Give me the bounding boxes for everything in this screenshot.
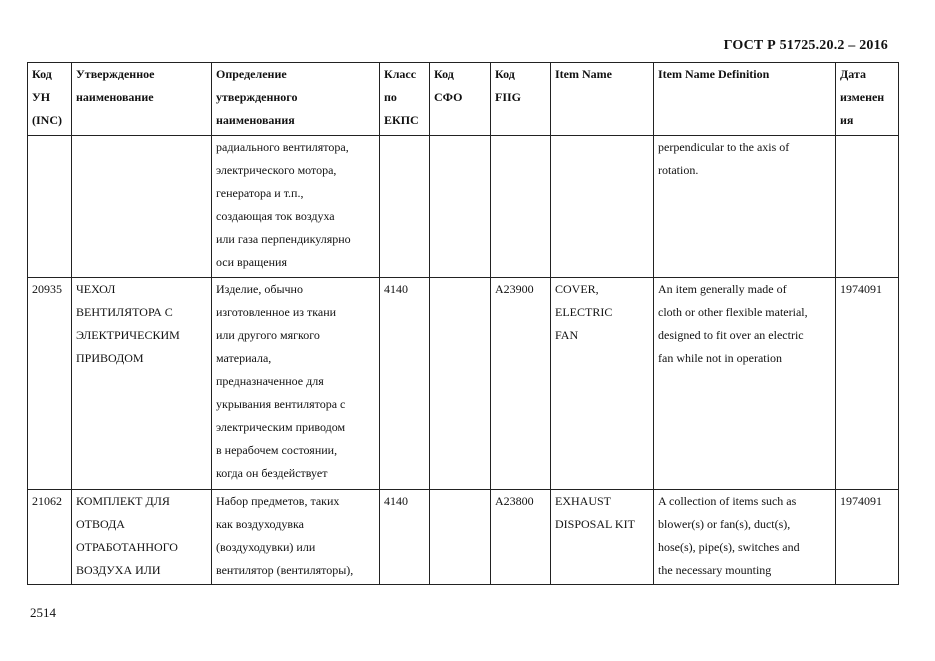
- col-header-item-name: Item Name: [551, 63, 654, 136]
- cell-date: [836, 136, 899, 278]
- col-header-approved-name: Утвержденное наименование: [72, 63, 212, 136]
- col-header-class: Класс по ЕКПС: [380, 63, 430, 136]
- cell-name-ru: [72, 136, 212, 278]
- cell-class: 4140: [380, 278, 430, 490]
- cell-item-name: [551, 136, 654, 278]
- col-header-definition: Определение утвержденного наименования: [212, 63, 380, 136]
- table-row: [28, 278, 899, 490]
- table-row: [28, 490, 899, 585]
- col-header-item-definition: Item Name Definition: [654, 63, 836, 136]
- cell-item-name: COVER, ELECTRIC FAN: [551, 278, 654, 490]
- classification-table: [27, 62, 899, 585]
- cell-inc: 20935: [28, 278, 72, 490]
- table-row: [28, 136, 899, 278]
- table-header-row: [28, 63, 899, 136]
- cell-definition-ru: Набор предметов, таких как воздуходувка (воздуходувки) или вентилятор (вентиляторы),: [212, 490, 380, 585]
- cell-class: 4140: [380, 490, 430, 585]
- cell-inc: [28, 136, 72, 278]
- cell-definition-ru: Изделие, обычно изготовленное из ткани или другого мягкого материала, предназначенное для укрывания вентилятора с электрическим приводом в нерабочем состоянии, когда он бездействует: [212, 278, 380, 490]
- col-header-sfo: Код СФО: [430, 63, 491, 136]
- cell-name-ru: ЧЕХОЛ ВЕНТИЛЯТОРА С ЭЛЕКТРИЧЕСКИМ ПРИВОДОМ: [72, 278, 212, 490]
- cell-class: [380, 136, 430, 278]
- cell-date: 1974091: [836, 278, 899, 490]
- cell-fiig: A23900: [491, 278, 551, 490]
- col-header-fiig: Код FIIG: [491, 63, 551, 136]
- col-header-inc: Код УН (INC): [28, 63, 72, 136]
- cell-definition-ru: радиального вентилятора, электрического мотора, генератора и т.п., создающая ток воздуха или газа перпендикулярно оси вращения: [212, 136, 380, 278]
- cell-item-definition: perpendicular to the axis of rotation.: [654, 136, 836, 278]
- cell-fiig: [491, 136, 551, 278]
- cell-item-definition: An item generally made of cloth or other flexible material, designed to fit over an electric fan while not in operation: [654, 278, 836, 490]
- cell-inc: 21062: [28, 490, 72, 585]
- page-number: 2514: [30, 605, 56, 620]
- cell-date: 1974091: [836, 490, 899, 585]
- cell-item-name: EXHAUST DISPOSAL KIT: [551, 490, 654, 585]
- cell-sfo: [430, 278, 491, 490]
- cell-fiig: A23800: [491, 490, 551, 585]
- cell-sfo: [430, 136, 491, 278]
- col-header-date: Дата изменен ия: [836, 63, 899, 136]
- cell-name-ru: КОМПЛЕКТ ДЛЯ ОТВОДА ОТРАБОТАННОГО ВОЗДУХА ИЛИ: [72, 490, 212, 585]
- cell-sfo: [430, 490, 491, 585]
- cell-item-definition: A collection of items such as blower(s) or fan(s), duct(s), hose(s), pipe(s), switches and the necessary mounting: [654, 490, 836, 585]
- standard-designation: ГОСТ Р 51725.20.2 – 2016: [723, 38, 888, 53]
